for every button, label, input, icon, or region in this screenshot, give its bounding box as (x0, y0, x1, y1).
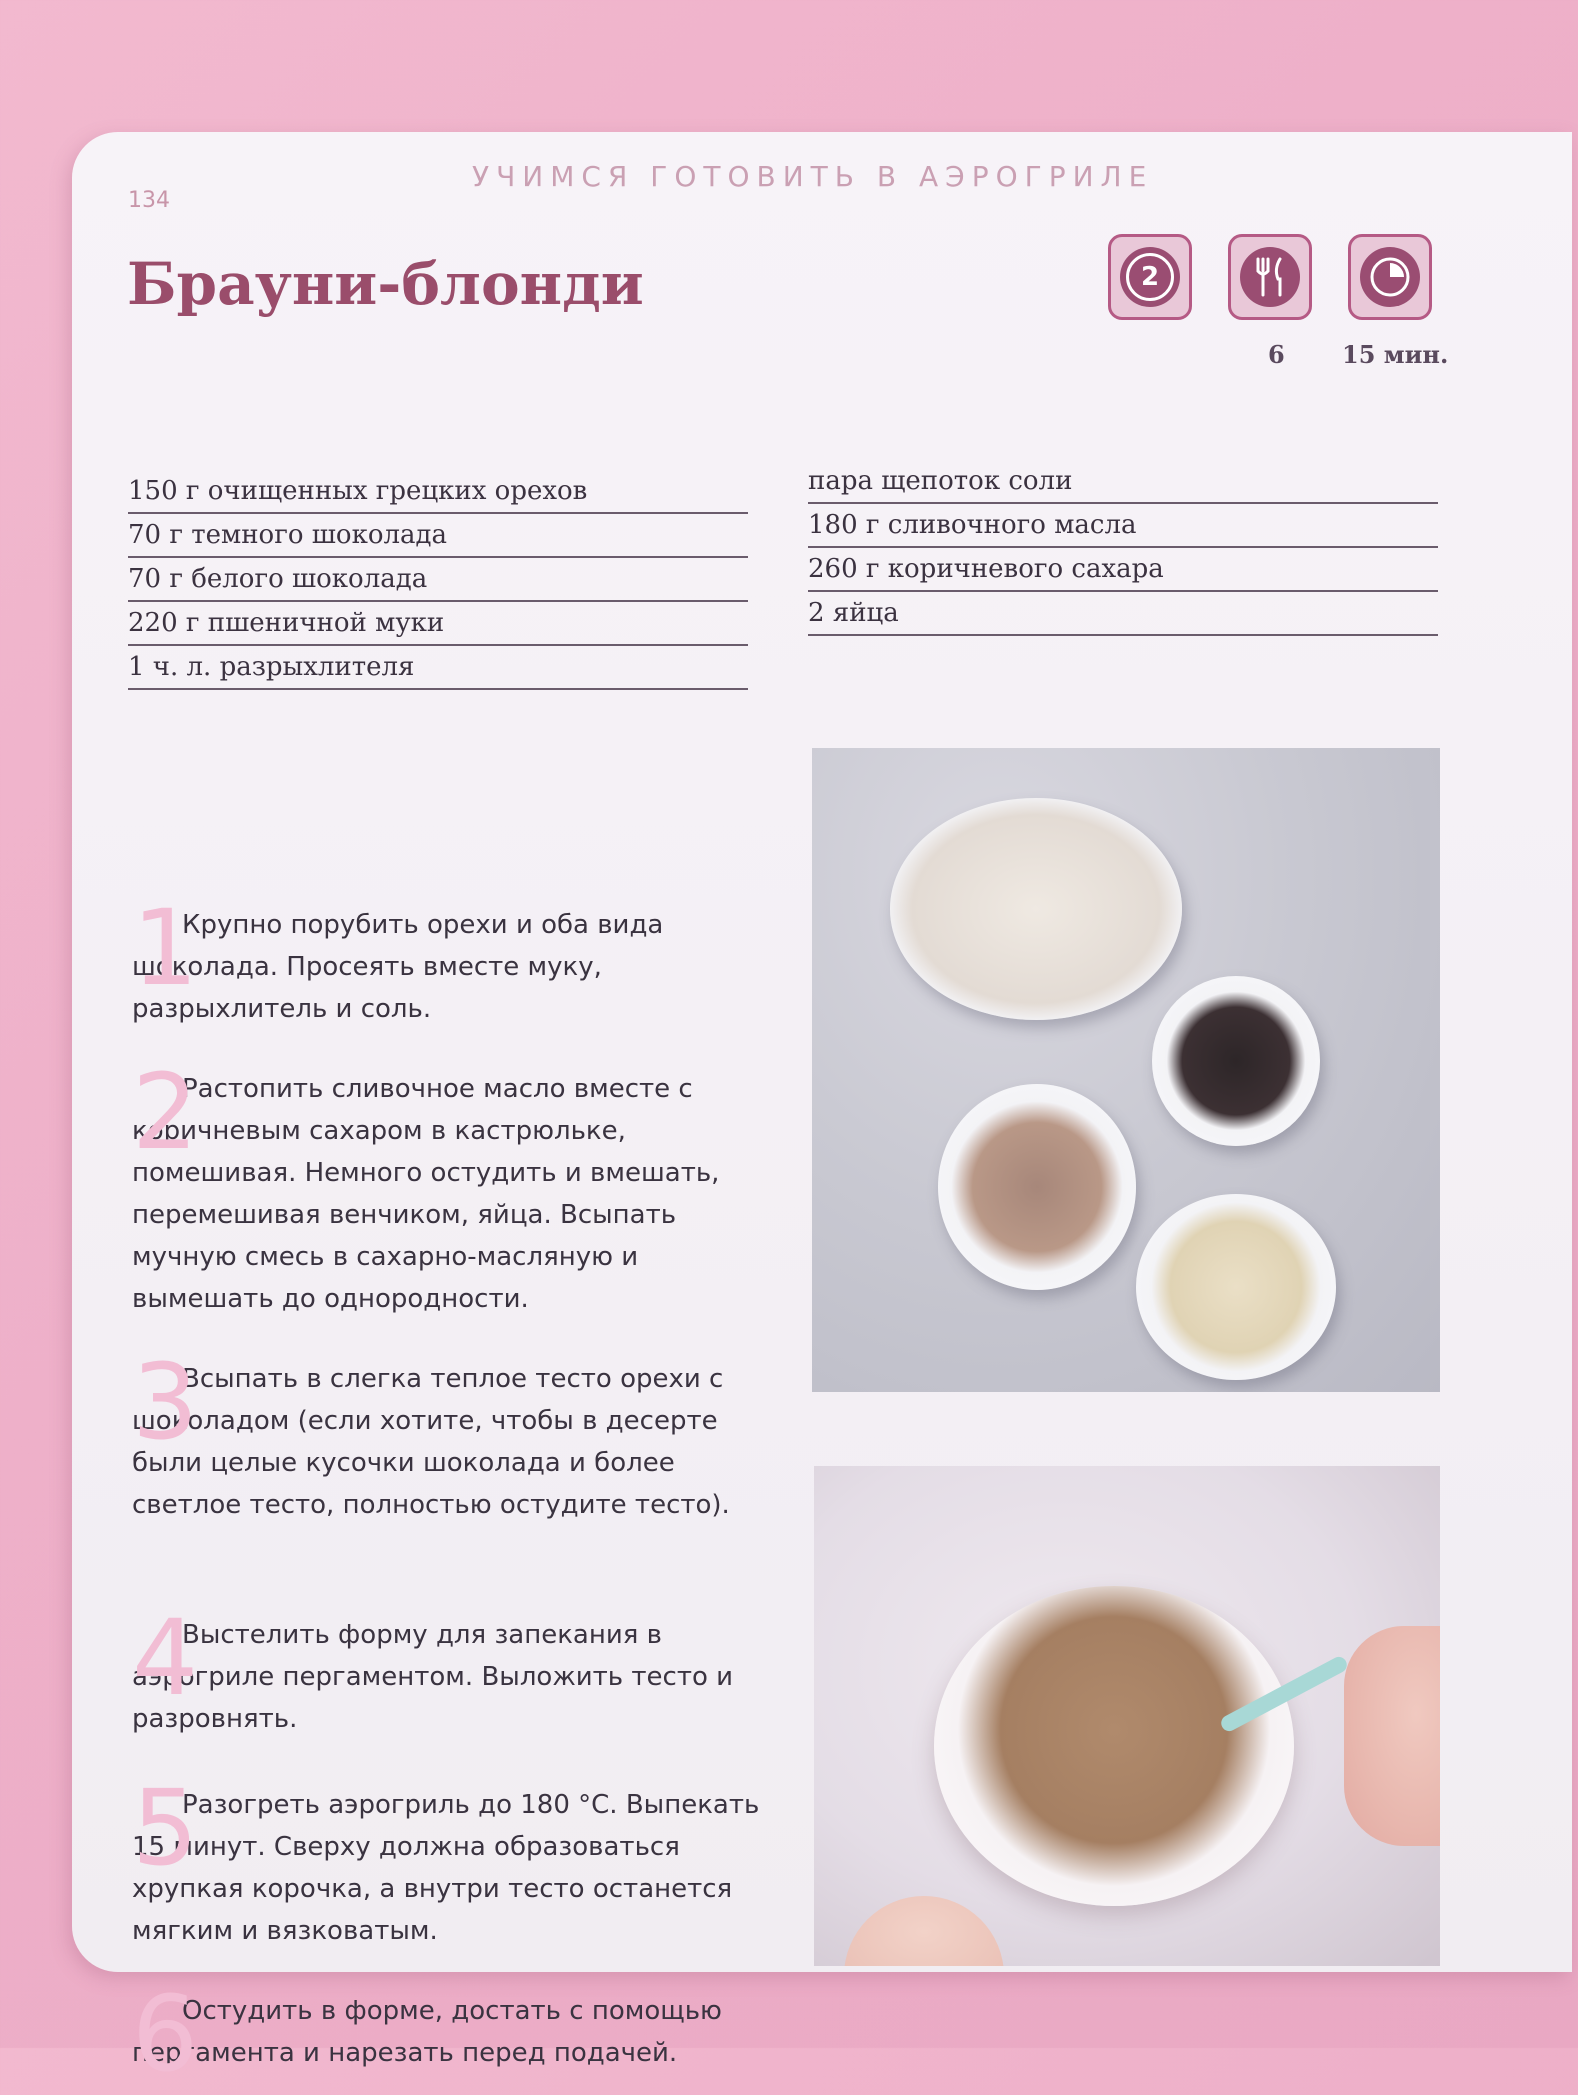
ingredient-item: 260 г коричневого сахара (808, 548, 1438, 592)
running-head: УЧИМСЯ ГОТОВИТЬ В АЭРОГРИЛЕ (472, 160, 1154, 193)
ingredient-item: 150 г очищенных грецких орехов (128, 470, 748, 514)
time-badge (1348, 234, 1432, 320)
ingredient-item: 220 г пшеничной муки (128, 602, 748, 646)
hand (844, 1896, 1004, 1966)
step-text: Выстелить форму для запекания в аэрогриле пергаментом. Выложить тесто и разровнять. (132, 1620, 734, 1734)
fork-knife-icon (1240, 247, 1300, 307)
hand (1344, 1626, 1440, 1846)
flour-bowl (890, 798, 1182, 1020)
step-3 (132, 1341, 772, 1526)
ingredients-list-left (128, 470, 748, 690)
ingredient-item: 180 г сливочного масла (808, 504, 1438, 548)
walnuts-bowl (938, 1084, 1136, 1290)
step-2 (132, 1051, 772, 1320)
page-number: 134 (128, 188, 170, 213)
ingredient-item: 2 яйца (808, 592, 1438, 636)
step-6 (132, 1973, 772, 2095)
clock-icon (1360, 247, 1420, 307)
step-text: Растопить сливочное масло вместе с коричневым сахаром в кастрюльке, помешивая. Немного остудить и вмешать, перемешивая венчиком, яйца. Всыпать мучную смесь в сахарно-масляную и вымешать до однородности. (132, 1074, 720, 1314)
servings-count: 6 (1268, 340, 1285, 369)
step-number: 4 (132, 1597, 199, 1719)
cooking-time: 15 мин. (1342, 340, 1449, 369)
step-text: Крупно порубить орехи и оба вида шоколада. Просеять вместе муку, разрыхлитель и соль. (132, 910, 664, 1024)
step-number: 1 (132, 887, 199, 1009)
recipe-title: Брауни-блонди (127, 250, 644, 318)
step-text: Разогреть аэрогриль до 180 °C. Выпекать 15 минут. Сверху должна образоваться хрупкая корочка, а внутри тесто останется мягким и вязковатым. (132, 1790, 760, 1946)
step-text: Всыпать в слегка теплое тесто орехи с шоколадом (если хотите, чтобы в десерте были целые кусочки шоколада и более светлое тесто, полностью остудите тесто). (132, 1364, 730, 1520)
ingredient-item: пара щепоток соли (808, 460, 1438, 504)
step-text: Остудить в форме, достать с помощью пергамента и нарезать перед подачей. (132, 1996, 722, 2068)
dark-chocolate-bowl (1152, 976, 1320, 1146)
ingredient-item: 1 ч. л. разрыхлителя (128, 646, 748, 690)
difficulty-badge (1108, 234, 1192, 320)
book-page (72, 132, 1572, 2095)
step-1 (132, 887, 772, 1030)
white-chocolate-bowl (1136, 1194, 1336, 1380)
mixing-bowl (934, 1586, 1294, 1906)
ingredients-list-right (808, 460, 1438, 636)
difficulty-level: 2 (1126, 253, 1174, 301)
step-number: 6 (132, 1973, 199, 2095)
step-number: 2 (132, 1051, 199, 1173)
servings-badge (1228, 234, 1312, 320)
step-number: 3 (132, 1341, 199, 1463)
difficulty-icon (1120, 247, 1180, 307)
ingredient-item: 70 г темного шоколада (128, 514, 748, 558)
mixing-dough-photo (814, 1466, 1440, 1966)
step-5 (132, 1767, 772, 1952)
step-4 (132, 1597, 772, 1740)
ingredient-item: 70 г белого шоколада (128, 558, 748, 602)
step-number: 5 (132, 1767, 199, 1889)
ingredients-bowls-photo (812, 748, 1440, 1392)
